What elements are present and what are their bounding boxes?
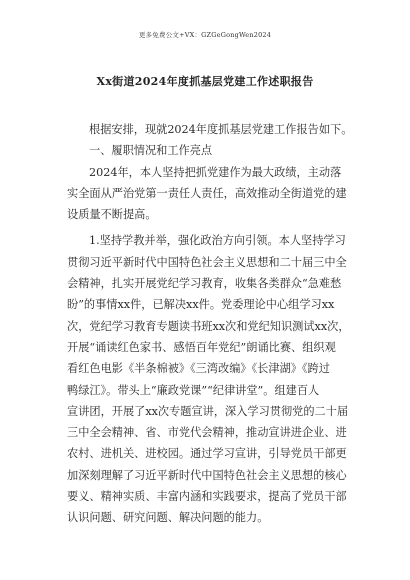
- paragraph-line: 实全面从严治党第一责任人责任，高效推动全街道党的建: [67, 186, 347, 200]
- paragraph-line: 农村、进机关、进校园。通过学习宣讲，引导党员干部更: [67, 447, 347, 461]
- paragraph-line: 盼”的事情xx件，已解决xx件。党委理论中心组学习xx: [67, 298, 335, 312]
- paragraph-line: 贯彻习近平新时代中国特色社会主义思想和二十届三中全: [67, 255, 347, 269]
- paragraph-line: 认识问题、研究问题、解决问题的能力。: [67, 511, 269, 525]
- paragraph: [67, 230, 359, 528]
- paragraph-line: 看红色电影《半条棉被》《三湾改编》《长津湖》《跨过: [67, 362, 330, 376]
- header-note: 更多免费公文+VX：GZGeGongWen2024: [138, 31, 272, 39]
- paragraph-line: 加深刻理解了习近平新时代中国特色社会主义思想的核心: [67, 468, 347, 482]
- paragraph-line: 鸭绿江》。带头上“廉政党课”“纪律讲堂”。组建百人: [67, 383, 320, 397]
- document-title: Xx街道2024年度抓基层党建工作述职报告: [96, 75, 314, 88]
- paragraph-line: 2024年，本人坚持把抓党建作为最大政绩，主动落: [89, 165, 342, 179]
- paragraph-line: 根据安排，现就2024年度抓基层党建工作报告如下。: [89, 123, 353, 136]
- paragraph: [67, 140, 359, 161]
- paragraph-line: 开展“诵读红色家书、感悟百年党纪”朗诵比赛、组织观: [67, 340, 336, 354]
- paragraph: [67, 119, 359, 140]
- paragraph-line: 三中全会精神、省、市党代会精神，推动宣讲进企业、进: [67, 426, 347, 440]
- paragraph-line: 一、履职情况和工作亮点: [89, 144, 213, 158]
- paragraph: [67, 162, 359, 226]
- paragraph-line: 设质量不断提高。: [67, 208, 157, 222]
- paragraph-line: 会精神，扎实开展党纪学习教育，收集各类群众“急难愁: [67, 277, 342, 291]
- paragraph-line: 宣讲团，开展了xx次专题宣讲，深入学习贯彻党的二十届: [67, 404, 349, 418]
- paragraph-line: 次，党纪学习教育专题读书班xx次和党纪知识测试xx次，: [67, 319, 350, 333]
- paragraph-line: 要义、精神实质、丰富内涵和实践要求，提高了党员干部: [67, 490, 347, 504]
- document-body: [67, 119, 359, 529]
- paragraph-line: 1.坚持学教并举，强化政治方向引领。本人坚持学习: [89, 234, 346, 248]
